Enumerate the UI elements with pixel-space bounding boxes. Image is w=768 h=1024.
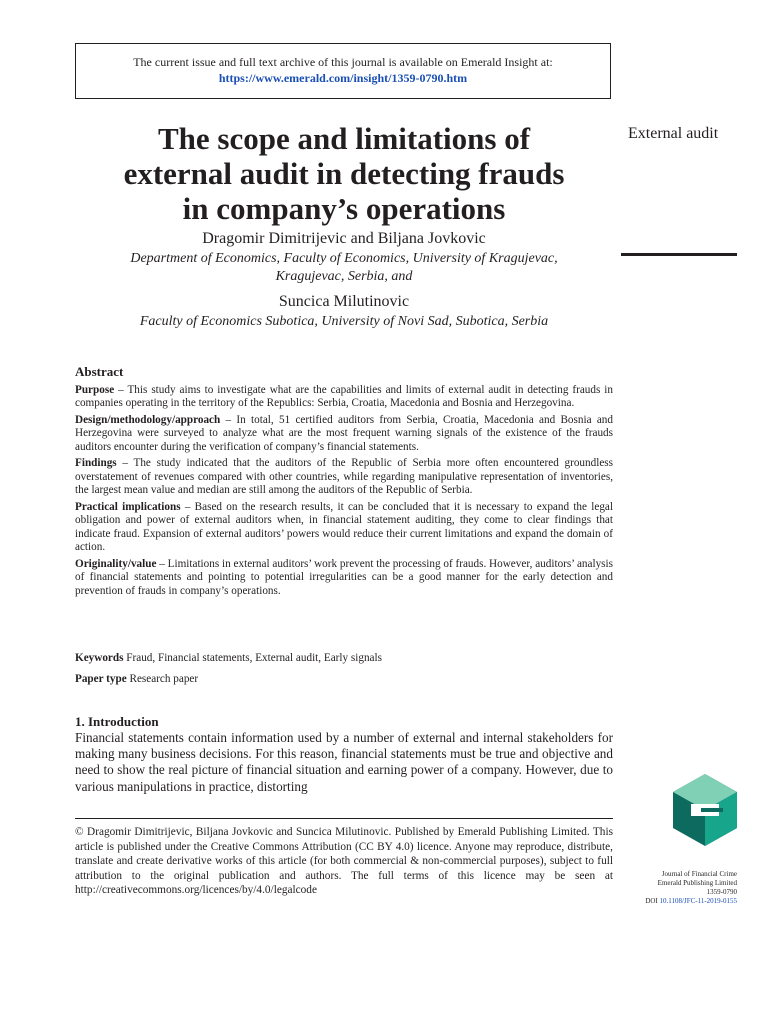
keywords-label: Keywords xyxy=(75,652,124,664)
journal-url-link[interactable]: https://www.emerald.com/insight/1359-0790.htm xyxy=(218,71,468,85)
paper-type xyxy=(75,672,613,686)
author-group-1: Dragomir Dimitrijevic and Biljana Jovkovic xyxy=(202,230,486,247)
journal-doi xyxy=(600,897,737,906)
doi-label: DOI xyxy=(645,897,660,905)
abstract-originality-text: – Limitations in external auditors’ work prevent the processing of frauds. However, auditors’ analysis of financial statements and pointing to potential irregularities can be a good manner for the early detection and prevention of frauds in company’s operations. xyxy=(75,557,613,597)
abstract-purpose-label: Purpose xyxy=(75,383,115,396)
introduction-paragraph: Financial statements contain information used by a number of external and internal stakeholders for making many business decisions. For this reason, financial statements must be true and objective and need to show the real picture of financial situation and earning power of a company. However, due to various manipulations in practice, distorting xyxy=(75,730,613,794)
journal-info xyxy=(600,870,737,906)
abstract-purpose-text: – This study aims to investigate what are the capabilities and limits of external audit in detecting frauds in companies operating in the territory of the Republics: Serbia, Croatia, Macedonia and Bosnia and Herzegovina. xyxy=(75,383,613,409)
abstract-originality-label: Originality/value xyxy=(75,557,157,570)
paper-type-text: Research paper xyxy=(126,673,199,685)
abstract-practical-label: Practical implications xyxy=(75,500,181,513)
paper-type-label: Paper type xyxy=(75,673,127,685)
journal-publisher: Emerald Publishing Limited xyxy=(657,879,737,887)
keywords-text: Fraud, Financial statements, External audit, Early signals xyxy=(123,652,382,664)
abstract-design-text: – In total, 51 certified auditors from Serbia, Croatia, Macedonia and Bosnia and Herzegovina were surveyed to analyze what are the most frequent warning signals of the existence of the frauds auditors encounter during the verification of company’s financial statements. xyxy=(75,413,613,453)
introduction-heading: 1. Introduction xyxy=(75,714,159,729)
license-notice: © Dragomir Dimitrijevic, Biljana Jovkovic and Suncica Milutinovic. Published by Emerald Publishing Limited. This article is published under the Creative Commons Attribution (CC BY 4.0) licence. Anyone may reproduce, distribute, translate and create derivative works of this article (for both commercial & non-commercial purposes), subject to full attribution to the original publication and authors. The full terms of this licence may be seen at http://creativecommons.org/licences/by/4.0/legalcode xyxy=(75,826,613,896)
keywords xyxy=(75,651,613,665)
emerald-logo-icon xyxy=(673,774,737,846)
journal-availability-notice xyxy=(75,43,611,99)
abstract-practical xyxy=(75,501,613,555)
title-line-3: in company’s operations xyxy=(182,191,506,226)
abstract-design-label: Design/methodology/approach xyxy=(75,413,221,426)
footnote-divider xyxy=(75,818,613,819)
abstract-findings-label: Findings xyxy=(75,457,117,469)
author-group-2: Suncica Milutinovic xyxy=(278,293,410,310)
journal-issn: 1359-0790 xyxy=(706,888,737,896)
affiliation-2: Faculty of Economics Subotica, University of Novi Sad, Subotica, Serbia xyxy=(139,314,549,329)
title-line-2: external audit in detecting frauds xyxy=(123,156,565,191)
affiliation-1 xyxy=(75,250,613,286)
notice-text: The current issue and full text archive of this journal is available on Emerald Insight at: xyxy=(133,55,553,69)
abstract xyxy=(75,365,613,601)
affiliation-1-line-2: Kragujevac, Serbia, and xyxy=(275,269,413,284)
article-title xyxy=(75,121,613,226)
section-side-label: External audit xyxy=(628,125,719,142)
side-divider xyxy=(621,253,737,256)
abstract-originality xyxy=(75,558,613,599)
abstract-purpose xyxy=(75,384,613,411)
journal-name: Journal of Financial Crime xyxy=(661,870,737,878)
abstract-design xyxy=(75,414,613,455)
abstract-practical-text: – Based on the research results, it can be concluded that it is necessary to expand the legal obligation and power of external auditors when, in financial statement auditing, they come to clear findings that indicate fraud. Expansion of external auditors’ powers would reduce their current limitations and expand the domain of action. xyxy=(75,500,613,553)
logo-e-inner xyxy=(701,808,723,812)
affiliation-1-line-1: Department of Economics, Faculty of Economics, University of Kragujevac, xyxy=(130,251,558,266)
title-line-1: The scope and limitations of xyxy=(157,121,531,156)
abstract-heading: Abstract xyxy=(75,364,124,379)
abstract-findings-text: – The study indicated that the auditors of the Republic of Serbia more often encountered groundless overstatement of revenues compared with other countries, while regarding manipulative representation of inventories, the largest mean value and median are still among the auditors of the Republic of Serbia. xyxy=(75,457,613,496)
abstract-findings xyxy=(75,457,613,498)
doi-link[interactable]: 10.1108/JFC-11-2019-0155 xyxy=(659,897,737,905)
